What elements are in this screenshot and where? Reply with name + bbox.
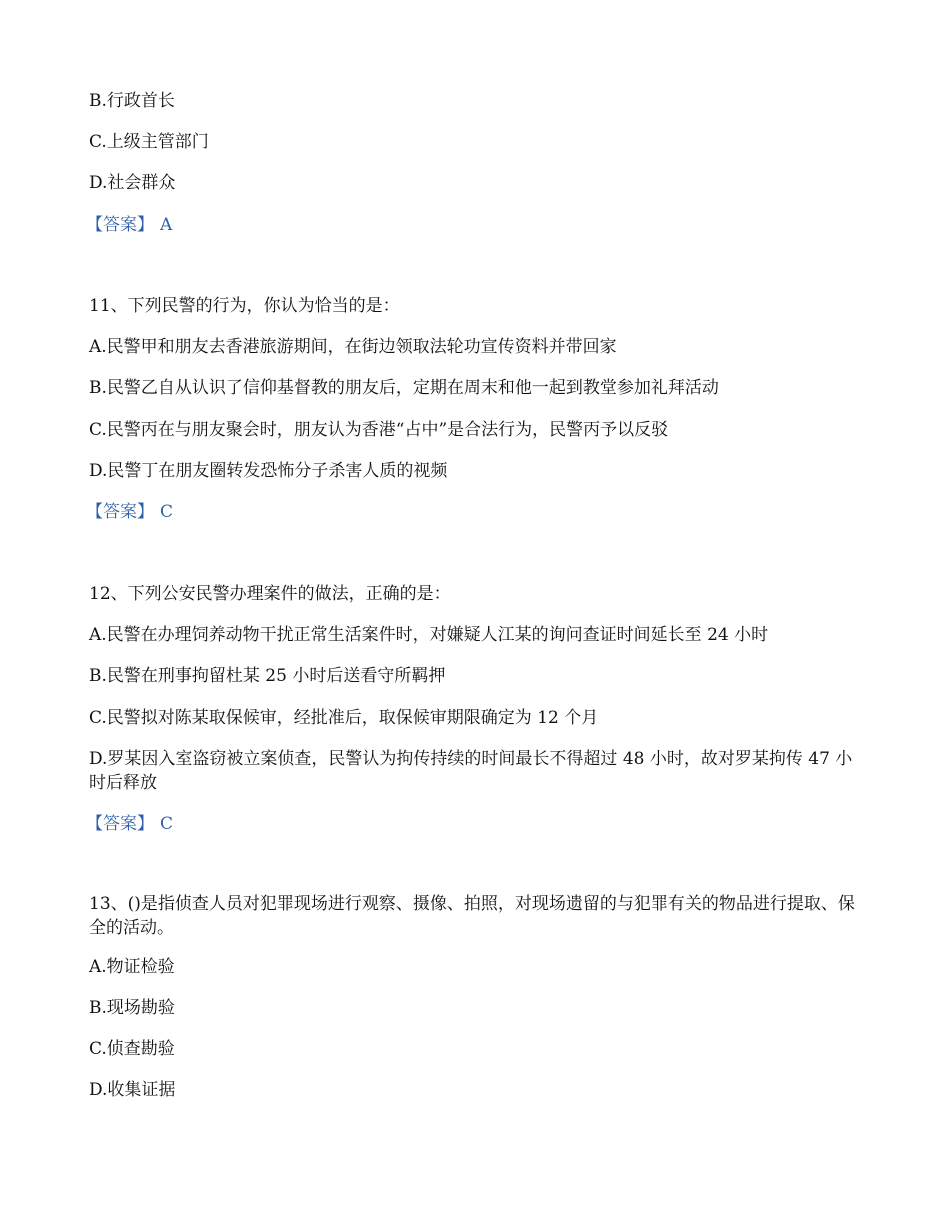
q13-option-c: C.侦查勘验 — [89, 1039, 175, 1059]
q12-option-c: C.民警拟对陈某取保候审，经批准后，取保候审期限确定为 12 个月 — [89, 708, 599, 728]
q11-option-b: B.民警乙自从认识了信仰基督教的朋友后，定期在周末和他一起到教堂参加礼拜活动 — [89, 378, 719, 398]
q10-option-d: D.社会群众 — [89, 173, 176, 193]
q12-option-b: B.民警在刑事拘留杜某 25 小时后送看守所羁押 — [89, 666, 446, 686]
q10-answer — [86, 213, 861, 237]
q12-option-d: D.罗某因入室盗窃被立案侦查，民警认为拘传持续的时间最长不得超过 48 小时，故对罗某拘传 47 小时后释放 — [89, 749, 853, 793]
q12-answer-label: 【答案】 — [86, 814, 154, 834]
q11-answer-label: 【答案】 — [86, 502, 154, 522]
q10-option-b: B.行政首长 — [89, 91, 175, 111]
q10-answer-value: A — [160, 215, 173, 235]
q11-question: 11、下列民警的行为，你认为恰当的是： — [89, 296, 400, 316]
q11-option-d: D.民警丁在朋友圈转发恐怖分子杀害人质的视频 — [89, 461, 448, 481]
q13-option-a: A.物证检验 — [89, 957, 175, 977]
q12-question: 12、下列公安民警办理案件的做法，正确的是： — [89, 584, 451, 604]
q10-answer-label: 【答案】 — [86, 215, 154, 235]
q11-option-c: C.民警丙在与朋友聚会时，朋友认为香港“占中”是合法行为，民警丙予以反驳 — [89, 420, 669, 440]
q11-option-a: A.民警甲和朋友去香港旅游期间，在街边领取法轮功宣传资料并带回家 — [89, 337, 617, 357]
q12-answer — [86, 812, 861, 836]
q12-option-a: A.民警在办理饲养动物干扰正常生活案件时，对嫌疑人江某的询问查证时间延长至 24 小时 — [89, 625, 769, 645]
q11-answer — [86, 500, 861, 524]
q10-option-c: C.上级主管部门 — [89, 132, 209, 152]
q13-option-d: D.收集证据 — [89, 1080, 176, 1100]
q11-answer-value: C — [160, 502, 174, 522]
q13-question: 13、()是指侦查人员对犯罪现场进行观察、摄像、拍照，对现场遗留的与犯罪有关的物品进行提取、保全的活动。 — [89, 894, 855, 938]
q12-answer-value: C — [160, 814, 174, 834]
q13-option-b: B.现场勘验 — [89, 998, 175, 1018]
